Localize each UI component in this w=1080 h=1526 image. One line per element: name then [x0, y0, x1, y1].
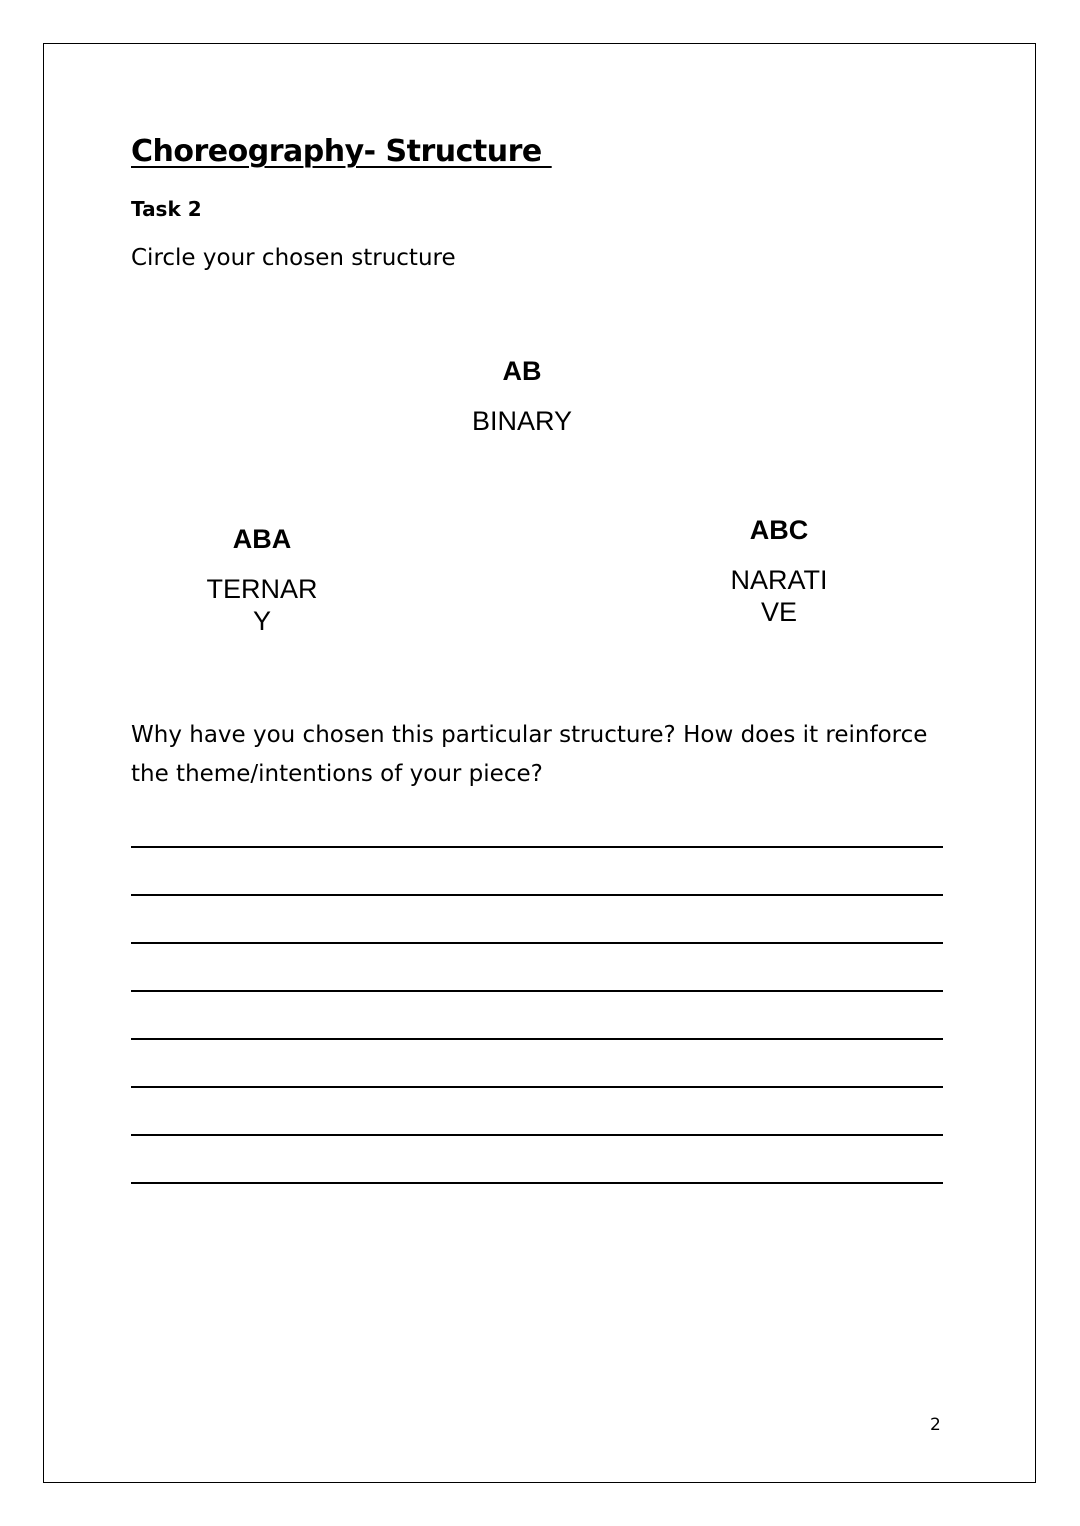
answer-lines[interactable] [131, 846, 943, 1230]
instruction-text: Circle your chosen structure [131, 245, 456, 271]
option-code: ABA [232, 524, 292, 554]
answer-line[interactable] [131, 1086, 943, 1088]
answer-line[interactable] [131, 990, 943, 992]
question-text: Why have you chosen this particular structure? How does it reinforce the theme/intentions of your piece? [131, 722, 928, 787]
option-name: NARATIVE [730, 565, 828, 627]
answer-line[interactable] [131, 1134, 943, 1136]
option-narrative[interactable] [689, 514, 869, 627]
option-name: BINARY [471, 406, 573, 436]
option-code: ABC [749, 515, 809, 545]
task-label: Task 2 [131, 197, 202, 221]
answer-line[interactable] [131, 846, 943, 848]
page-title: Choreography- Structure [131, 134, 552, 169]
answer-line[interactable] [131, 942, 943, 944]
option-binary[interactable] [432, 355, 612, 441]
answer-line[interactable] [131, 894, 943, 896]
option-name: TERNARY [206, 574, 318, 636]
option-code: AB [502, 356, 542, 386]
page-number: 2 [930, 1415, 941, 1435]
answer-line[interactable] [131, 1038, 943, 1040]
answer-line[interactable] [131, 1182, 943, 1184]
option-ternary[interactable] [172, 523, 352, 636]
